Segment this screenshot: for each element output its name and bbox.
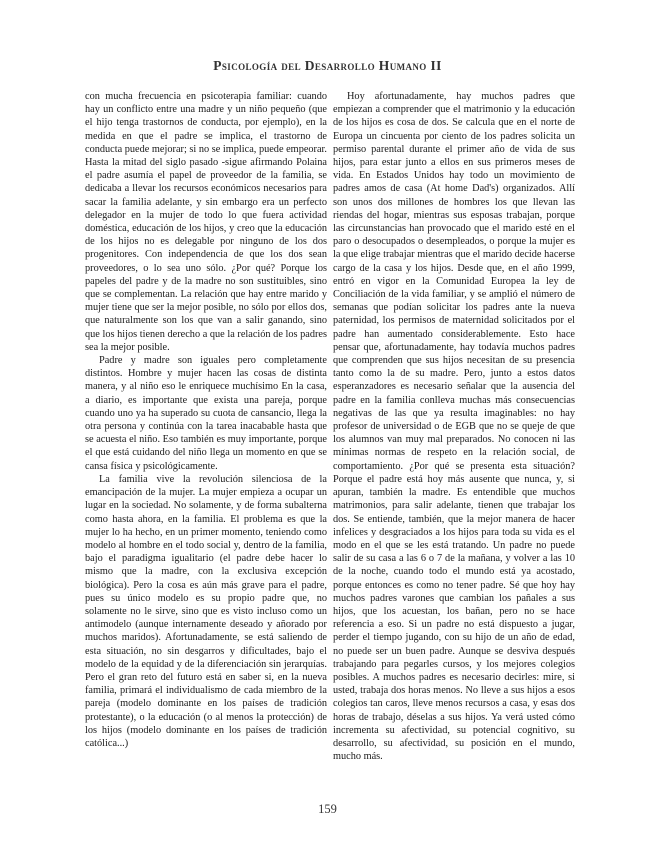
page-number: 159 xyxy=(318,802,337,816)
running-header: Psicología del Desarrollo Humano II xyxy=(213,58,442,73)
paragraph: Hoy afortunadamente, hay muchos padres que empiezan a comprender que el matrimonio y la educación de los hijos es cosa de dos. Se calcula que en el norte de Europa un cincuenta por ciento de los padres solicita un permiso parental durante el primer año de vida de sus hijos, para estar junto a ellos en sus primeros meses de vida. En Estados Unidos hay todo un movimiento de padres amos de casa (At home Dad's) organizados. Allí son unos dos millones de hombres los que llevan las riendas del hogar, mientras sus esposas trabajan, porque las circunstancias han provocado que el marido esté en el paro o desocupados o desempleados, o porque la mujer es la que elige trabajar mientras que el marido decide hacerse cargo de la casa y los hijos. Desde que, en el año 1999, entró en vigor en la Comunidad Europea la ley de Conciliación de la vida familiar, y se amplió el número de semanas que podían solicitar los padres ante la nueva paternidad, los permisos de maternidad solicitados por el padre han aumentado considerablemente. Esto hace pensar que, afortunadamente, hay todavía muchos padres que comprenden que sus hijos necesitan de su presencia tanto como la de su madre. Pero, junto a estos datos esperanzadores es necesario señalar que la ausencia del padre en la familia conlleva muchas más consecuencias negativas de las que ya resulta imaginables: no hay profesor de universidad o de EGB que no se queje de que los alumnos van muy mal preparados. No conocen ni las mínimas normas de respeto en la relación social, de comportamiento. ¿Por qué se presenta esta situación? Porque el padre está hoy más ausente que nunca, y, si apuran, también la madre. Es entendible que muchos matrimonios, para salir adelante, tienen que trabajar los dos. Se entiende, también, que la mejor manera de hacer infelices y desgraciados a los hijos para toda su vida es el modo en el que se les está tratando. Un padre no puede salir de su casa a las 6 o 7 de la mañana, y volver a las 10 de la noche, cuando todo el mundo está ya acostado, porque entonces es como no tener padre. Sé que hoy hay muchos padres varones que cambian los pañales a sus hijos, que los acuestan, los bañan, pero no se hace referencia a eso. Si un padre no está dispuesto a jugar, perder el tiempo jugando, con su hijo de un año de edad, no puede ser un buen padre. Aunque se desviva después trabajando para pegarles cursos, y los mejores colegios posibles. A muchos padres es necesario decirles: mire, si usted, trabaja dos horas menos. No lleve a sus hijos a esos colegios tan caros, lleve menos recursos a casa, y esas dos horas de trabajo, déselas a sus hijos. Ya verá usted cómo incrementa su afectividad, su potencial cognitivo, su desarrollo, su afectividad, su posición en el mundo, mucho más. xyxy=(333,91,575,763)
left-column xyxy=(85,90,327,750)
paragraph: Padre y madre son iguales pero completamente distintos. Hombre y mujer hacen las cosas de distinta manera, y al niño eso le enriquece muchísimo En la casa, a diario, es importante que exista una pareja, porque cuando uno ya ha superado su cuota de cansancio, llega la otra persona y continúa con la tarea inacabable hasta que se acuesta el niño. Eso también es muy importante, porque el que está cuidando del niño llega un momento en que se cansa física y psicológicamente. xyxy=(85,355,327,472)
right-column xyxy=(333,90,575,763)
paragraph: con mucha frecuencia en psicoterapia familiar: cuando hay un conflicto entre una madre y un niño pequeño (que el hijo tenga trastornos de conducta, por ejemplo), en la medida en que el padre se implica, el trastorno de conducta puede mejorar; si no se implica, puede empeorar. Hasta la mitad del siglo pasado -sigue afirmando Polaina el padre asumía el papel de proveedor de la familia, se dedicaba a llevar los recursos económicos necesarios para sacar la familia adelante, y sin embargo era un perfecto delegador en la mujer de todo lo que fuera actividad doméstica, educación de los hijos, y creo que la educación de los hijos no es delegable por ninguno de los dos progenitores. Con independencia de que los dos sean proveedores, o lo sea uno sólo. ¿Por qué? Porque los papeles del padre y de la madre no son sustituibles, sino que se complementan. La relación que hay entre marido y mujer tiene que ser la mejor posible, no sólo por ellos dos, que naturalmente son los que van a salir ganando, sino que los hijos tienen derecho a que la relación de los padres sea la mejor posible. xyxy=(85,91,327,353)
paragraph: La familia vive la revolución silenciosa de la emancipación de la mujer. La mujer empieza a ocupar un lugar en la sociedad. No solamente, y de forma subalterna como hasta ahora, en la familia. El problema es que la mujer lo ha hecho, en un primer momento, teniendo como modelo al hombre en el todo social y, dentro de la familia, bajo el paradigma igualitario (el padre debe hacer lo mismo que la madre, con la exclusiva excepción biológica). Pero la cosa es aún más grave para el padre, pues su único modelo es su propio padre que, no solamente no le sirve, sino que es visto incluso como un antimodelo (aunque internamente deseado y añorado por muchos maridos). Afortunadamente, se está saliendo de esta situación, no sin desgarros y dificultades, bajo el modelo de la equidad y de la diferenciación sin jerarquías. Pero el gran reto del futuro está en saber si, en la nueva familia, primará el individualismo de cada miembro de la pareja (modelo dominante en los países de tradición protestante), o la educación (o al menos la protección) de los hijos (modelo dominante en los países de tradición católica...) xyxy=(85,473,327,749)
